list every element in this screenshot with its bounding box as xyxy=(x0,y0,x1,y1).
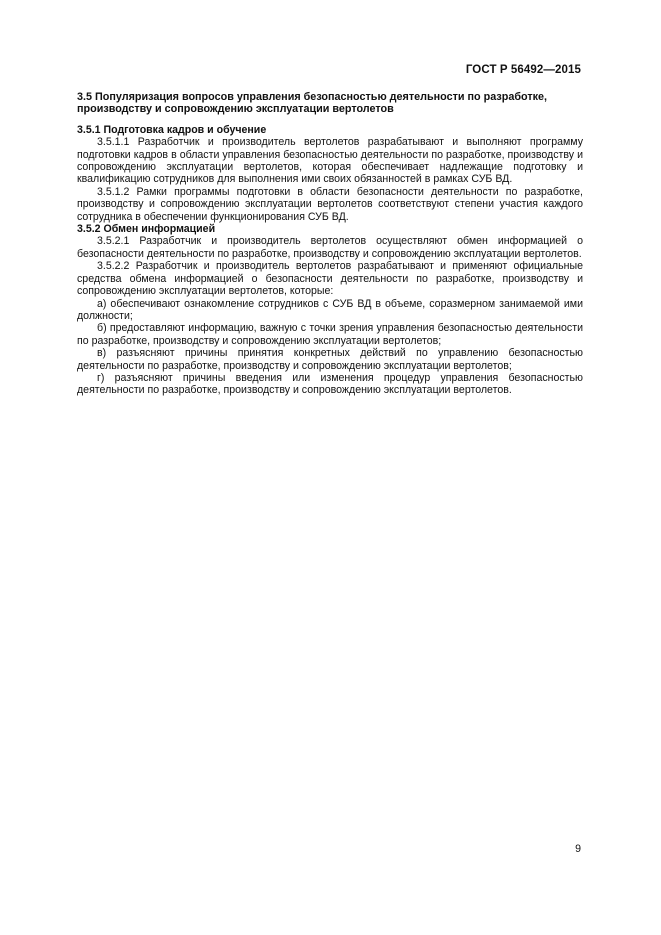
document-body xyxy=(77,91,583,397)
paragraph-3-5-2-1: 3.5.2.1 Разработчик и производитель вертолетов осуществляют обмен информацией о безопасности деятельности по разработке, производству и сопровождению эксплуатации вертолетов. xyxy=(77,235,583,260)
list-item-b: б) предоставляют информацию, важную с точки зрения управления безопасностью деятельности по разработке, производству и сопровождению эксплуатации вертолетов; xyxy=(77,322,583,347)
subsection-title-information-exchange: 3.5.2 Обмен информацией xyxy=(77,223,216,236)
section-title: 3.5 Популяризация вопросов управления безопасностью деятельности по разработке, производству и сопровождению эксплуатации вертолетов xyxy=(77,91,548,116)
page-number: 9 xyxy=(575,843,581,855)
paragraph-3-5-1-2: 3.5.1.2 Рамки программы подготовки в области безопасности деятельности по разработке, производству и сопровождению эксплуатации вертолетов соответствуют степени участия каждого сотрудника в обеспечении функционирования СУБ ВД. xyxy=(77,185,583,223)
list-item-v: в) разъясняют причины принятия конкретных действий по управлению безопасностью деятельности по разработке, производству и сопровождению эксплуатации вертолетов; xyxy=(77,347,583,372)
list-item-a: а) обеспечивают ознакомление сотрудников с СУБ ВД в объеме, соразмерном занимаемой ими должности; xyxy=(77,297,583,322)
paragraph-3-5-1-1: 3.5.1.1 Разработчик и производитель вертолетов разрабатывают и выполняют программу подготовки кадров в области управления безопасностью деятельности по разработке, производству и сопровождению эксплуатации вертолетов, которая обеспечивает надлежащие подготовку и квалификацию сотрудников для выполнения ими своих обязанностей в рамках СУБ ВД. xyxy=(77,136,583,186)
list-item-g: г) разъясняют причины введения или изменения процедур управления безопасностью деятельности по разработке, производству и сопровождению эксплуатации вертолетов. xyxy=(77,371,583,397)
paragraph-3-5-2-2: 3.5.2.2 Разработчик и производитель вертолетов разрабатывают и применяют официальные средства обмена информацией о безопасности деятельности по разработке, производству и сопровождению эксплуатации вертолетов, которые: xyxy=(77,260,583,298)
standard-designation: ГОСТ Р 56492—2015 xyxy=(465,64,581,76)
subsection-title-training: 3.5.1 Подготовка кадров и обучение xyxy=(77,123,267,136)
